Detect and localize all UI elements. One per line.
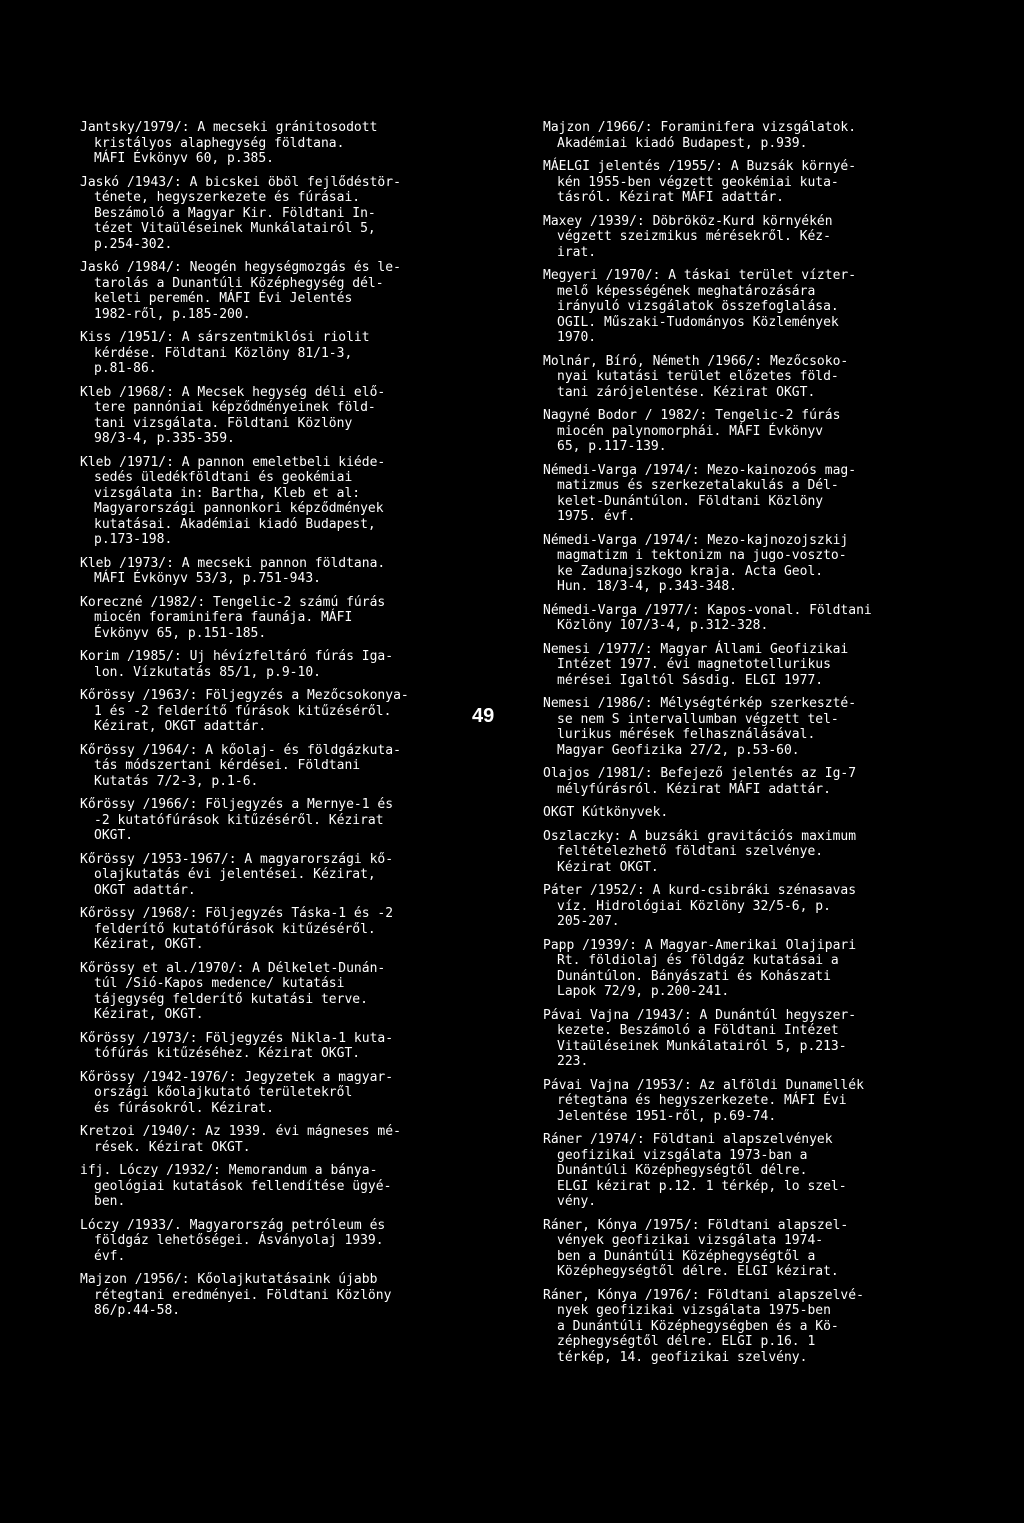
reference-line: Dunántúlon. Bányászati és Kohászati (557, 968, 831, 984)
reference-line: tani zárójelentése. Kézirat OKGT. (557, 384, 816, 400)
reference-line: OKGT adattár. (94, 882, 196, 898)
reference-line: Kőrössy /1942-1976/: Jegyzetek a magyar- (80, 1069, 394, 1085)
reference-line: 1 és -2 felderítő fúrások kitűzéséről. (94, 703, 392, 719)
reference-entry (543, 1132, 973, 1210)
reference-line: -2 kutatófúrások kitűzéséről. Kézirat (94, 812, 384, 828)
reference-entry (80, 385, 500, 447)
reference-line: Olajos /1981/: Befejező jelentés az Ig-7 (543, 766, 857, 781)
reference-line: 86/p.44-58. (94, 1303, 181, 1318)
reference-entry (543, 883, 973, 930)
reference-line: nyai kutatási terület előzetes föld- (557, 369, 839, 384)
reference-line: tásról. Kézirat MÁFI adattár. (557, 190, 784, 205)
reference-line: Közlöny 107/3-4, p.312-328. (557, 618, 769, 633)
reference-line: kristályos alaphegység földtana. (94, 135, 345, 151)
reference-line: feltételezhető földtani szelvénye. (557, 844, 824, 859)
reference-entry (80, 260, 500, 322)
reference-line: lurikus mérések felhasználásával. (557, 727, 816, 742)
reference-line: kérdése. Földtani Közlöny 81/1-3, (94, 345, 353, 361)
reference-line: Magyarországi pannonkori képződmények (94, 501, 384, 516)
reference-line: kelet-Dunántúlon. Földtani Közlöny (557, 493, 824, 509)
reference-entry (543, 533, 973, 595)
reference-line: geofizikai vizsgálata 1973-ban a (557, 1147, 808, 1163)
reference-line: 1982-ről, p.185-200. (94, 306, 251, 322)
reference-line: Kőrössy /1973/: Följegyzés Nikla-1 kuta- (80, 1030, 394, 1046)
reference-line: földgáz lehetőségei. Ásványolaj 1939. (94, 1233, 384, 1248)
reference-line: túl /Sió-Kapos medence/ kutatási (94, 976, 345, 991)
reference-line: Évkönyv 65, p.151-185. (94, 625, 267, 641)
reference-line: Kőrössy et al./1970/: A Délkelet-Dunán- (80, 960, 386, 976)
reference-line: Középhegységtől délre. ELGI kézirat. (557, 1264, 839, 1279)
reference-line: olajkutatás évi jelentései. Kézirat, (94, 867, 376, 882)
reference-line: 205-207. (557, 914, 620, 929)
reference-line: Páter /1952/: A kurd-csibráki szénasavas (543, 883, 857, 898)
reference-line: Majzon /1966/: Foraminifera vizsgálatok. (543, 120, 857, 135)
reference-line: Kleb /1971/: A pannon emeletbeli kiéde- (80, 454, 386, 470)
reference-line: rétegtani eredményei. Földtani Közlöny (94, 1287, 392, 1303)
reference-line: tófúrás kitűzéséhez. Kézirat OKGT. (94, 1046, 361, 1061)
reference-entry (543, 805, 973, 821)
reference-line: Molnár, Bíró, Németh /1966/: Mezőcsoko- (543, 353, 849, 369)
reference-entry (543, 938, 973, 1000)
reference-line: OKGT Kútkönyvek. (543, 805, 669, 820)
reference-line: Magyar Geofizika 27/2, p.53-60. (557, 742, 800, 758)
reference-line: 65, p.117-139. (557, 439, 667, 454)
reference-line: irányuló vizsgálatok összefoglalása. (557, 299, 839, 314)
reference-line: 223. (557, 1054, 589, 1069)
reference-line: irat. (557, 244, 597, 260)
reference-entry (543, 120, 973, 151)
reference-entry (543, 354, 973, 401)
reference-entry (543, 1008, 973, 1070)
reference-line: ke Zadunajszkogo kraja. Acta Geol. (557, 563, 824, 579)
reference-line: rések. Kézirat OKGT. (94, 1139, 251, 1155)
reference-line: Koreczné /1982/: Tengelic-2 számú fúrás (80, 594, 386, 610)
reference-line: országi kőolajkutató területekről (94, 1085, 353, 1100)
reference-line: Nemesi /1986/: Mélységtérkép szerkeszté- (543, 696, 857, 711)
reference-line: Kézirat, OKGT. (94, 937, 204, 952)
reference-line: Kutatás 7/2-3, p.1-6. (94, 773, 259, 789)
left-column (80, 120, 500, 1327)
reference-line: vény. (557, 1194, 597, 1209)
reference-line: Nagyné Bodor / 1982/: Tengelic-2 fúrás (543, 408, 841, 423)
reference-line: Lóczy /1933/. Magyarország petróleum és (80, 1217, 386, 1233)
reference-line: Oszlaczky: A buzsáki gravitációs maximum (543, 828, 857, 844)
reference-entry (543, 268, 973, 346)
reference-line: matizmus és szerkezetalakulás a Dél- (557, 478, 839, 493)
reference-line: Pávai Vajna /1943/: A Dunántúl hegyszer- (543, 1007, 857, 1023)
reference-line: Akadémiai kiadó Budapest, p.939. (557, 135, 808, 151)
reference-line: tás módszertani kérdései. Földtani (94, 758, 361, 773)
reference-line: se nem S intervallumban végzett tel- (557, 711, 839, 727)
reference-entry (80, 455, 500, 548)
reference-line: mérései Igaltól Sásdig. ELGI 1977. (557, 672, 824, 688)
reference-line: Intézet 1977. évi magnetotellurikus (557, 657, 831, 672)
reference-line: p.81-86. (94, 361, 157, 376)
reference-line: Kézirat, OKGT adattár. (94, 719, 267, 734)
reference-line: Vitaüléseinek Munkálatairól 5, p.213- (557, 1038, 847, 1054)
reference-entry (543, 214, 973, 261)
reference-line: Némedi-Varga /1977/: Kapos-vonal. Földtani (543, 602, 872, 618)
reference-entry (80, 1218, 500, 1265)
reference-entry (80, 906, 500, 953)
reference-entry (80, 961, 500, 1023)
reference-entry (543, 1218, 973, 1280)
reference-line: 1970. (557, 330, 597, 345)
reference-entry (80, 743, 500, 790)
reference-line: Maxey /1939/: Döbrököz-Kurd környékén (543, 213, 833, 229)
reference-line: magmatizm i tektonizm na jugo-voszto- (557, 548, 847, 563)
reference-line: MÁFI Évkönyv 60, p.385. (94, 151, 275, 166)
reference-line: Kőrössy /1964/: A kőolaj- és földgázkuta- (80, 742, 401, 758)
reference-line: tere pannóniai képződményeinek föld- (94, 400, 376, 415)
reference-line: Kézirat, OKGT. (94, 1007, 204, 1022)
reference-line: 1975. évf. (557, 509, 636, 524)
reference-line: OGIL. Műszaki-Tudományos Közlemények (557, 314, 839, 330)
reference-line: felderítő kutatófúrások kitűzéséről. (94, 921, 376, 937)
reference-entry (80, 797, 500, 844)
reference-line: ténete, hegyszerkezete és fúrásai. (94, 190, 361, 205)
reference-line: OKGT. (94, 828, 134, 843)
reference-entry (80, 556, 500, 587)
reference-line: Kiss /1951/: A sárszentmiklósi riolit (80, 330, 370, 345)
reference-line: Majzon /1956/: Kőolajkutatásaink újabb (80, 1272, 378, 1287)
reference-line: mélyfúrásról. Kézirat MÁFI adattár. (557, 781, 831, 797)
reference-line: végzett szeizmikus mérésekről. Kéz- (557, 229, 831, 244)
reference-entry (80, 1031, 500, 1062)
reference-line: miocén foraminifera faunája. MÁFI (94, 610, 353, 625)
reference-line: geológiai kutatások fellendítése ügyé- (94, 1178, 392, 1194)
reference-entry (80, 175, 500, 253)
reference-line: Kőrössy /1963/: Följegyzés a Mezőcsokonya- (80, 688, 409, 703)
reference-entry (80, 649, 500, 680)
reference-line: víz. Hidrológiai Közlöny 32/5-6, p. (557, 898, 831, 914)
reference-line: keleti peremén. MÁFI Évi Jelentés (94, 291, 353, 306)
reference-line: Némedi-Varga /1974/: Mezo-kajnozojszkij (543, 532, 849, 548)
reference-line: Ráner /1974/: Földtani alapszelvények (543, 1132, 833, 1147)
reference-line: Pávai Vajna /1953/: Az alföldi Dunamellék (543, 1077, 864, 1093)
reference-entry (80, 688, 500, 735)
reference-entry (80, 595, 500, 642)
reference-line: Ráner, Kónya /1975/: Földtani alapszel- (543, 1217, 849, 1233)
reference-line: Jaskó /1943/: A bicskei öböl fejlődéstör- (80, 174, 401, 190)
reference-line: és fúrásokról. Kézirat. (94, 1100, 275, 1116)
reference-line: Kleb /1968/: A Mecsek hegység déli elő- (80, 384, 386, 400)
reference-line: Kleb /1973/: A mecseki pannon földtana. (80, 555, 386, 571)
reference-line: lon. Vízkutatás 85/1, p.9-10. (94, 664, 321, 680)
reference-line: Jantsky/1979/: A mecseki gránitosodott (80, 120, 378, 135)
reference-line: Beszámoló a Magyar Kir. Földtani In- (94, 205, 376, 221)
reference-line: Jelentése 1951-ről, p.69-74. (557, 1108, 777, 1124)
reference-entry (543, 159, 973, 206)
reference-entry (543, 463, 973, 525)
reference-entry (543, 408, 973, 455)
page-number: 49 (472, 705, 495, 727)
reference-entry (80, 1272, 500, 1319)
reference-line: sedés üledékföldtani és geokémiai (94, 470, 353, 485)
reference-line: Kőrössy /1968/: Följegyzés Táska-1 és -2 (80, 906, 394, 921)
reference-line: tájegység felderítő kutatási terve. (94, 991, 368, 1007)
reference-line: melő képességének meghatározására (557, 283, 816, 299)
reference-line: tézet Vitaüléseinek Munkálatairól 5, (94, 221, 376, 236)
reference-line: MÁFI Évkönyv 53/3, p.751-943. (94, 571, 321, 586)
reference-entry (543, 766, 973, 797)
reference-entry (543, 829, 973, 876)
reference-line: vények geofizikai vizsgálata 1974- (557, 1233, 824, 1248)
reference-line: Jaskó /1984/: Neogén hegységmozgás és le- (80, 260, 401, 275)
reference-line: Hun. 18/3-4, p.343-348. (557, 579, 738, 594)
reference-line: Dunántúli Középhegységtől délre. (557, 1163, 808, 1178)
reference-entry (80, 120, 500, 167)
reference-line: Rt. földiolaj és földgáz kutatásai a (557, 953, 839, 968)
reference-entry (80, 852, 500, 899)
reference-line: térkép, 14. geofizikai szelvény. (557, 1349, 808, 1365)
reference-line: Kézirat OKGT. (557, 859, 659, 875)
reference-line: kutatásai. Akadémiai kiadó Budapest, (94, 516, 376, 532)
reference-line: Kretzoi /1940/: Az 1939. évi mágneses mé- (80, 1124, 401, 1139)
reference-entry (543, 642, 973, 689)
reference-line: p.173-198. (94, 532, 173, 547)
reference-line: ELGI kézirat p.12. 1 térkép, lo szel- (557, 1178, 847, 1194)
reference-line: ben a Dunántúli Középhegységtől a (557, 1248, 816, 1264)
reference-line: évf. (94, 1248, 126, 1264)
right-column (543, 120, 973, 1373)
reference-line: Nemesi /1977/: Magyar Állami Geofizikai (543, 641, 849, 657)
reference-line: ben. (94, 1194, 126, 1209)
reference-entry (543, 1078, 973, 1125)
reference-line: zéphegységtől délre. ELGI p.16. 1 (557, 1334, 816, 1349)
reference-line: a Dunántúli Középhegységben és a Kö- (557, 1318, 839, 1334)
reference-line: Kőrössy /1953-1967/: A magyarországi kő- (80, 851, 394, 867)
reference-line: miocén palynomorphái. MÁFI Évkönyv (557, 423, 824, 439)
reference-line: Ráner, Kónya /1976/: Földtani alapszelvé- (543, 1287, 864, 1303)
reference-line: kén 1955-ben végzett geokémiai kuta- (557, 174, 839, 190)
reference-line: Lapok 72/9, p.200-241. (557, 984, 730, 999)
reference-line: Kőrössy /1966/: Följegyzés a Mernye-1 és (80, 797, 394, 812)
reference-line: p.254-302. (94, 236, 173, 252)
reference-line: tarolás a Dunantúli Középhegység dél- (94, 275, 384, 291)
reference-line: kezete. Beszámoló a Földtani Intézet (557, 1023, 839, 1038)
reference-line: tani vizsgálata. Földtani Közlöny (94, 415, 353, 431)
reference-line: rétegtana és hegyszerkezete. MÁFI Évi (557, 1093, 847, 1108)
reference-line: Papp /1939/: A Magyar-Amerikai Olajipari (543, 937, 857, 953)
reference-line: ifj. Lóczy /1932/: Memorandum a bánya- (80, 1163, 378, 1178)
reference-entry (80, 1070, 500, 1117)
reference-entry (80, 330, 500, 377)
reference-line: nyek geofizikai vizsgálata 1975-ben (557, 1303, 831, 1318)
reference-line: MÁELGI jelentés /1955/: A Buzsák környé- (543, 159, 857, 174)
reference-entry (543, 603, 973, 634)
reference-entry (543, 1288, 973, 1366)
reference-line: Korim /1985/: Uj hévízfeltáró fúrás Iga- (80, 649, 394, 664)
reference-line: Megyeri /1970/: A táskai terület vízter- (543, 268, 857, 283)
reference-line: Némedi-Varga /1974/: Mezo-kainozoós mag- (543, 462, 857, 478)
reference-entry (80, 1163, 500, 1210)
reference-line: 98/3-4, p.335-359. (94, 431, 235, 446)
reference-entry (80, 1124, 500, 1155)
reference-line: vizsgálata in: Bartha, Kleb et al: (94, 485, 361, 501)
reference-entry (543, 696, 973, 758)
